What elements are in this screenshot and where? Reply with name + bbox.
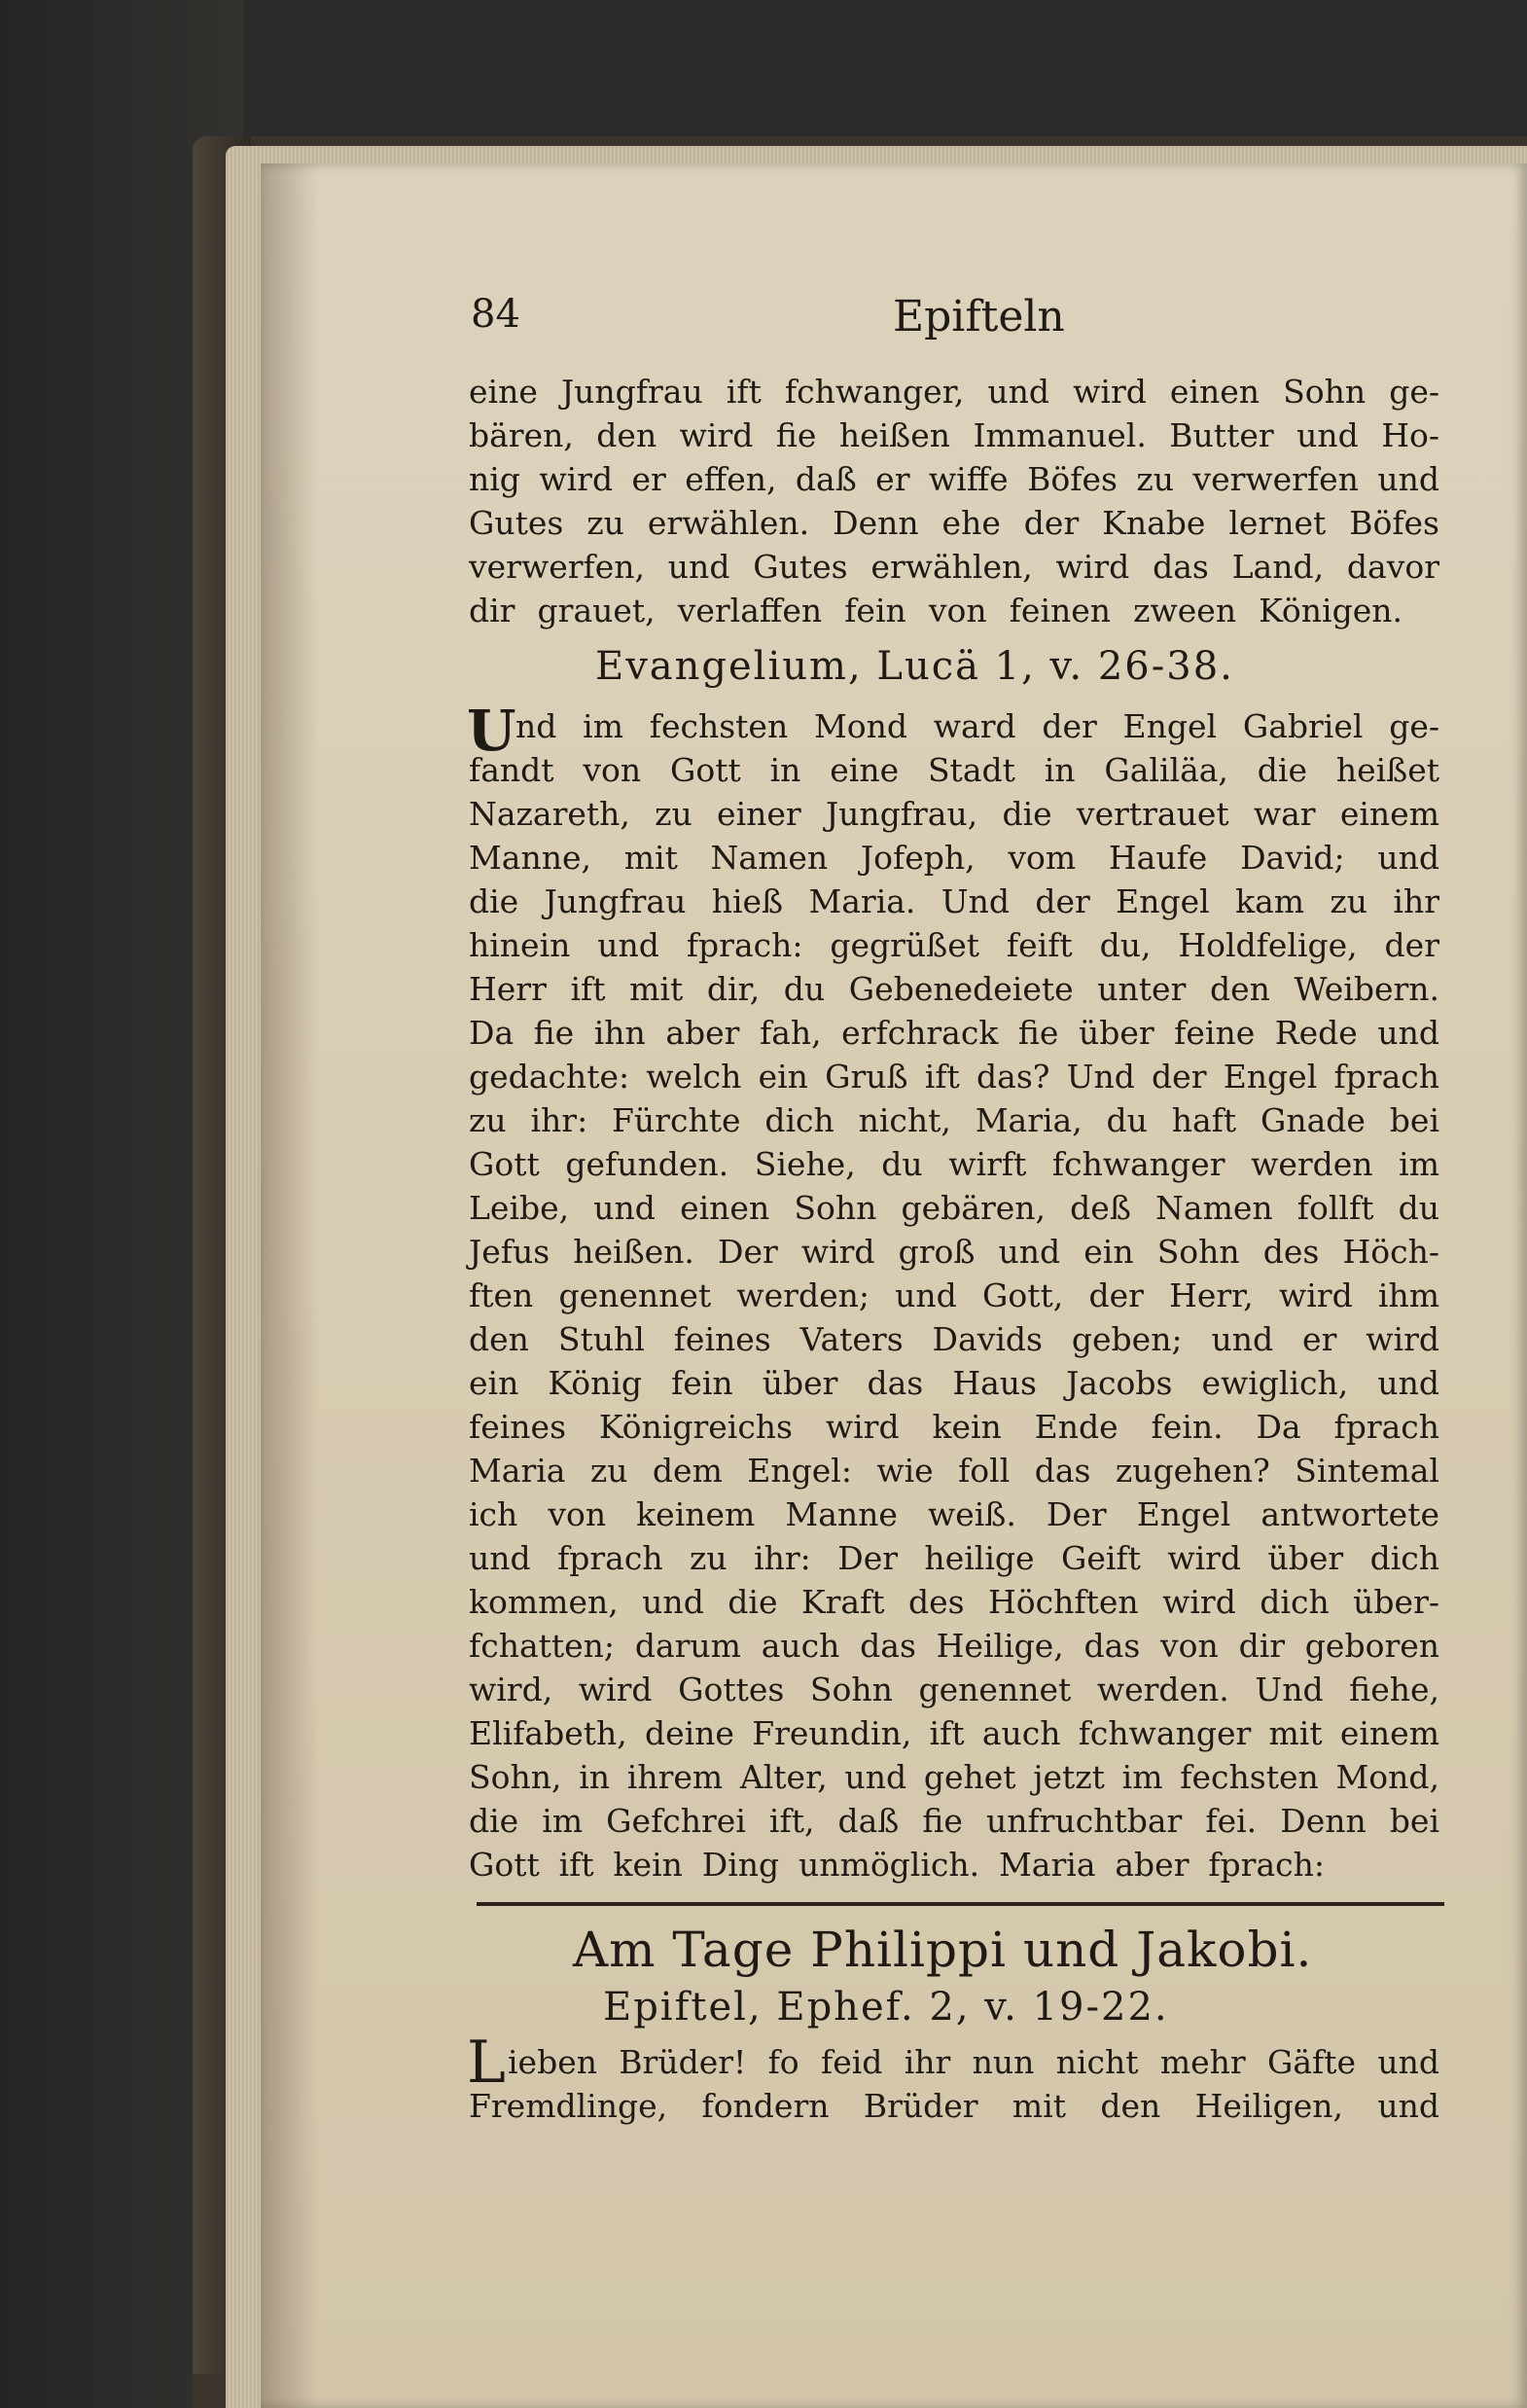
text-line: Sohn, in ihrem Alter, und gehet jetzt im fechsten Mond,	[469, 1758, 1439, 1796]
text-line: verwerfen, und Gutes erwählen, wird das Land, davor	[469, 548, 1439, 586]
text-line: bären, den wird fie heißen Immanuel. Butter und Ho-	[469, 416, 1439, 454]
text-line: die Jungfrau hieß Maria. Und der Engel kam zu ihr	[469, 882, 1439, 920]
text-line: fandt von Gott in eine Stadt in Galiläa, die heißet	[469, 751, 1439, 789]
text-line: Leibe, und einen Sohn gebären, deß Namen follft du	[469, 1189, 1439, 1227]
text-line: Manne, mit Namen Jofeph, vom Haufe David; und	[469, 839, 1439, 877]
text-line: gedachte: welch ein Gruß ift das? Und der Engel fprach	[469, 1058, 1439, 1096]
text-line: den Stuhl feines Vaters Davids geben; und er wird	[469, 1320, 1439, 1358]
section-divider	[477, 1902, 1444, 1906]
text-line: ften genennet werden; und Gott, der Herr, wird ihm	[469, 1276, 1439, 1314]
text-line: Elifabeth, deine Freundin, ift auch fchwanger mit einem	[469, 1714, 1439, 1752]
text-line: Gott ift kein Ding unmöglich. Maria aber fprach:	[469, 1846, 1325, 1884]
text-line: Fremdlinge, fondern Brüder mit den Heiligen, und	[469, 2087, 1439, 2125]
text-line: Jefus heißen. Der wird groß und ein Sohn des Höch-	[469, 1233, 1439, 1271]
text-line: wird, wird Gottes Sohn genennet werden. Und fiehe,	[469, 1671, 1439, 1708]
text-line: nig wird er effen, daß er wiffe Böfes zu verwerfen und	[469, 460, 1439, 498]
drop-cap: U	[467, 698, 516, 764]
text-line: kommen, und die Kraft des Höchften wird dich über-	[469, 1583, 1439, 1621]
text-line: zu ihr: Fürchte dich nicht, Maria, du haft Gnade bei	[469, 1101, 1439, 1139]
text-line: dir grauet, verlaffen fein von feinen zween Königen.	[469, 592, 1403, 629]
text-line: Maria zu dem Engel: wie foll das zugehen? Sintemal	[469, 1452, 1439, 1490]
epistle-heading: Epiftel, Ephef. 2, v. 19-22.	[603, 1985, 1169, 2030]
text-line: nd im fechsten Mond ward der Engel Gabriel ge-	[515, 707, 1439, 745]
text-line: ieben Brüder! fo feid ihr nun nicht mehr Gäfte und	[508, 2043, 1439, 2081]
text-line: eine Jungfrau ift fchwanger, und wird einen Sohn ge-	[469, 373, 1439, 411]
text-line: Nazareth, zu einer Jungfrau, die vertrauet war einem	[469, 795, 1439, 833]
text-line: die im Gefchrei ift, daß fie unfruchtbar fei. Denn bei	[469, 1802, 1439, 1840]
text-line: Gutes zu erwählen. Denn ehe der Knabe lernet Böfes	[469, 504, 1439, 542]
text-line: Gott gefunden. Siehe, du wirft fchwanger werden im	[469, 1145, 1439, 1183]
text-line: ein König fein über das Haus Jacobs ewiglich, und	[469, 1364, 1439, 1402]
text-line: feines Königreichs wird kein Ende fein. Da fprach	[469, 1408, 1439, 1446]
text-line: Herr ift mit dir, du Gebenedeiete unter den Weibern.	[469, 970, 1439, 1008]
gutter-shadow	[261, 163, 319, 2408]
text-line: hinein und fprach: gegrüßet feift du, Holdfelige, der	[469, 926, 1439, 964]
page-number: 84	[471, 292, 520, 337]
text-line: und fprach zu ihr: Der heilige Geift wird über dich	[469, 1539, 1439, 1577]
text-line: ich von keinem Manne weiß. Der Engel antwortete	[469, 1495, 1439, 1533]
text-line: fchatten; darum auch das Heilige, das von dir geboren	[469, 1627, 1439, 1665]
gospel-heading: Evangelium, Lucä 1, v. 26-38.	[595, 644, 1234, 689]
text-line: Da fie ihn aber fah, erfchrack fie über feine Rede und	[469, 1014, 1439, 1052]
drop-cap: L	[467, 2029, 506, 2097]
feast-heading: Am Tage Philippi und Jakobi.	[573, 1922, 1313, 1978]
running-header: Epifteln	[893, 292, 1065, 341]
